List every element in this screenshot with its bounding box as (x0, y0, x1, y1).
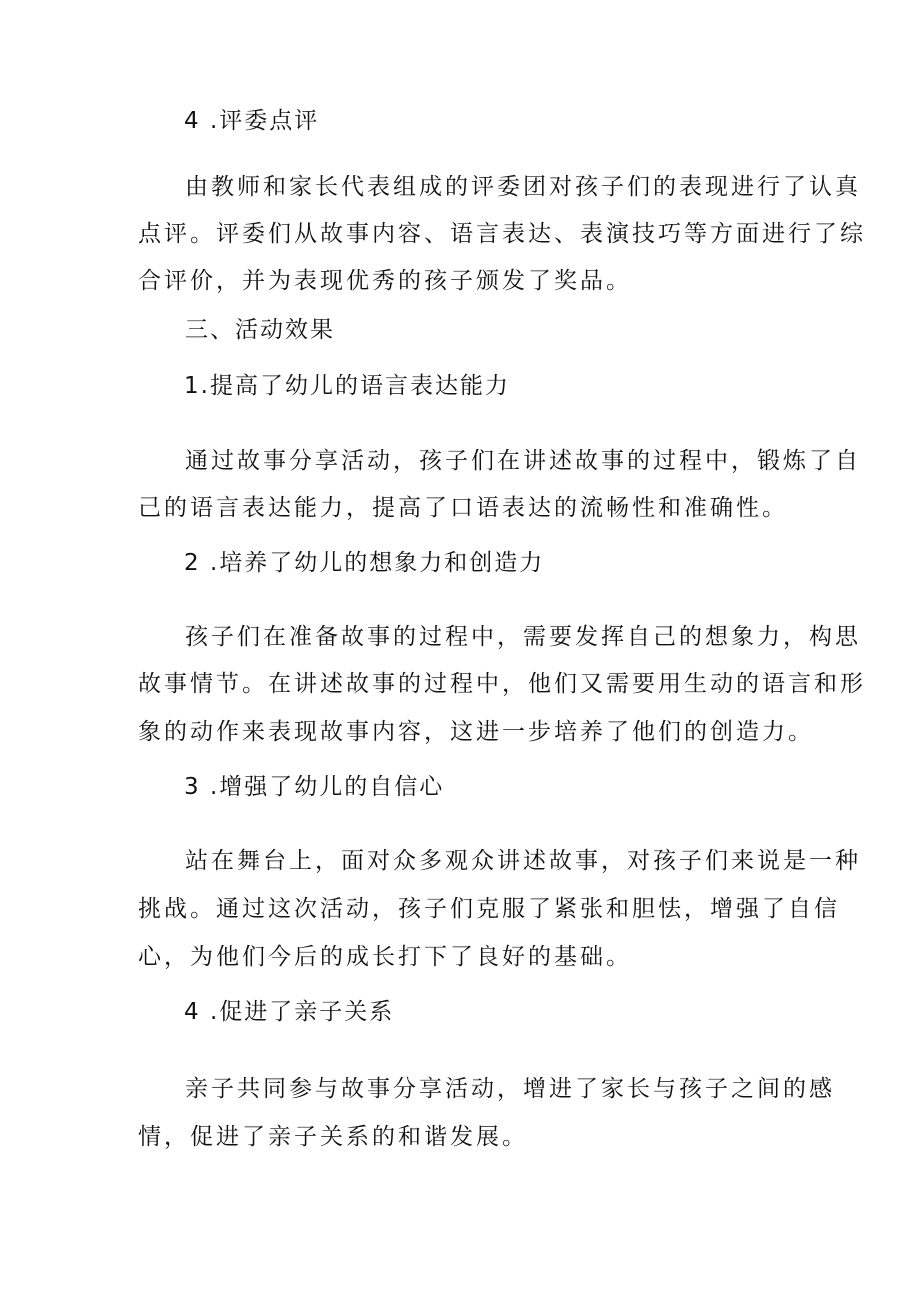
paragraph-line: 站在舞台上，面对众多观众讲述故事，对孩子们来说是一种 (185, 848, 861, 874)
paragraph-line: 通过故事分享活动，孩子们在讲述故事的过程中，锻炼了自 (185, 448, 861, 474)
heading-effect-2: 2 .培养了幼儿的想象力和创造力 (184, 550, 545, 576)
paragraph-line: 亲子共同参与故事分享活动，增进了家长与孩子之间的感 (185, 1076, 835, 1102)
paragraph-line: 故事情节。在讲述故事的过程中，他们又需要用生动的语言和形 (138, 671, 866, 697)
paragraph-line: 合评价，并为表现优秀的孩子颁发了奖品。 (138, 268, 632, 294)
paragraph-line: 情，促进了亲子关系的和谐发展。 (138, 1124, 528, 1150)
heading-effect-4: 4 .促进了亲子关系 (184, 999, 395, 1025)
heading-effect-3: 3 .增强了幼儿的自信心 (184, 774, 445, 800)
paragraph-line: 由教师和家长代表组成的评委团对孩子们的表现进行了认真 (185, 174, 861, 200)
paragraph-line: 点评。评委们从故事内容、语言表达、表演技巧等方面进行了综 (138, 221, 866, 247)
paragraph-line: 象的动作来表现故事内容，这进一步培养了他们的创造力。 (138, 719, 814, 745)
paragraph-line: 挑战。通过这次活动，孩子们克服了紧张和胆怯，增强了自信 (138, 896, 840, 922)
heading-judges-review: 4 .评委点评 (184, 108, 320, 134)
paragraph-line: 己的语言表达能力，提高了口语表达的流畅性和准确性。 (138, 495, 788, 521)
heading-effect-1: 1.提高了幼儿的语言表达能力 (184, 373, 510, 399)
paragraph-line: 孩子们在准备故事的过程中，需要发挥自己的想象力，构思 (185, 624, 861, 650)
paragraph-line: 心，为他们今后的成长打下了良好的基础。 (138, 944, 632, 970)
heading-activity-effects: 三、活动效果 (185, 317, 335, 343)
